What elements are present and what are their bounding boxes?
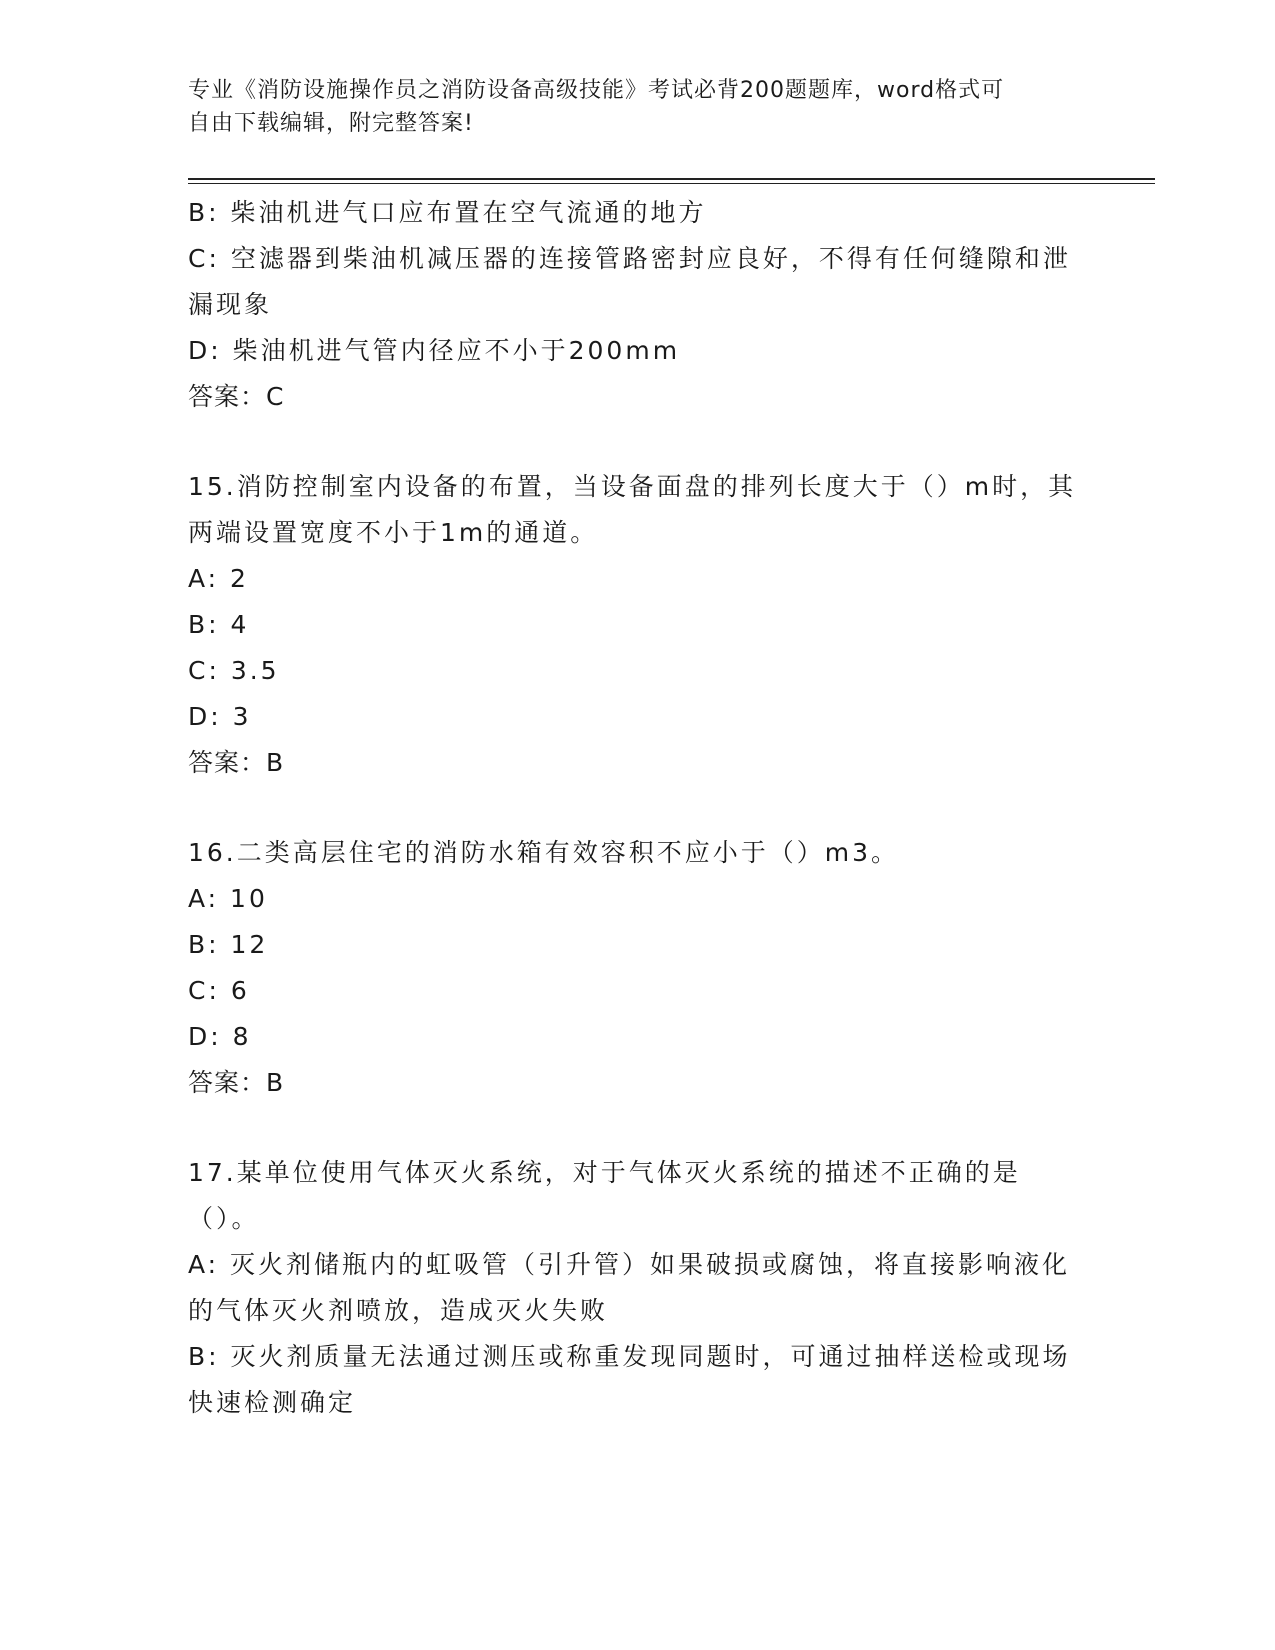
- question-stem: 16.二类高层住宅的消防水箱有效容积不应小于（）m3。: [188, 838, 900, 867]
- question-16: [188, 830, 1088, 1106]
- option-c: C: 6: [188, 976, 250, 1005]
- question-17: [188, 1150, 1088, 1426]
- option-a: A: 灭火剂储瓶内的虹吸管（引升管）如果破损或腐蚀，将直接影响液化的气体灭火剂喷放，造成灭火失败: [188, 1250, 1071, 1325]
- page-header: [188, 74, 1068, 140]
- option-a: A: 2: [188, 564, 249, 593]
- question-15: [188, 464, 1088, 786]
- option-b: B: 4: [188, 610, 250, 639]
- option-b: B: 柴油机进气口应布置在空气流通的地方: [188, 198, 707, 227]
- answer-label: 答案：B: [188, 1068, 285, 1097]
- question-stem: 15.消防控制室内设备的布置，当设备面盘的排列长度大于（）m时，其两端设置宽度不小于1m的通道。: [188, 472, 1077, 547]
- question-content: [188, 190, 1088, 1426]
- question-14-continued: [188, 190, 1088, 420]
- option-d: D: 柴油机进气管内径应不小于200mm: [188, 336, 681, 365]
- header-title-line-1: 专业《消防设施操作员之消防设备高级技能》考试必背200题题库，word格式可: [188, 78, 1005, 103]
- option-a: A: 10: [188, 884, 268, 913]
- option-d: D: 3: [188, 702, 252, 731]
- option-b: B: 灭火剂质量无法通过测压或称重发现同题时，可通过抽样送检或现场快速检测确定: [188, 1342, 1071, 1417]
- header-divider-thin: [188, 183, 1155, 184]
- answer-label: 答案：B: [188, 748, 285, 777]
- header-divider-thick: [188, 178, 1155, 180]
- option-c: C: 3.5: [188, 656, 280, 685]
- option-d: D: 8: [188, 1022, 252, 1051]
- answer-label: 答案：C: [188, 382, 285, 411]
- question-stem: 17.某单位使用气体灭火系统，对于气体灭火系统的描述不正确的是（）。: [188, 1158, 1021, 1233]
- header-title-line-2: 自由下载编辑，附完整答案!: [188, 111, 474, 136]
- option-b: B: 12: [188, 930, 269, 959]
- option-c: C: 空滤器到柴油机减压器的连接管路密封应良好，不得有任何缝隙和泄漏现象: [188, 244, 1071, 319]
